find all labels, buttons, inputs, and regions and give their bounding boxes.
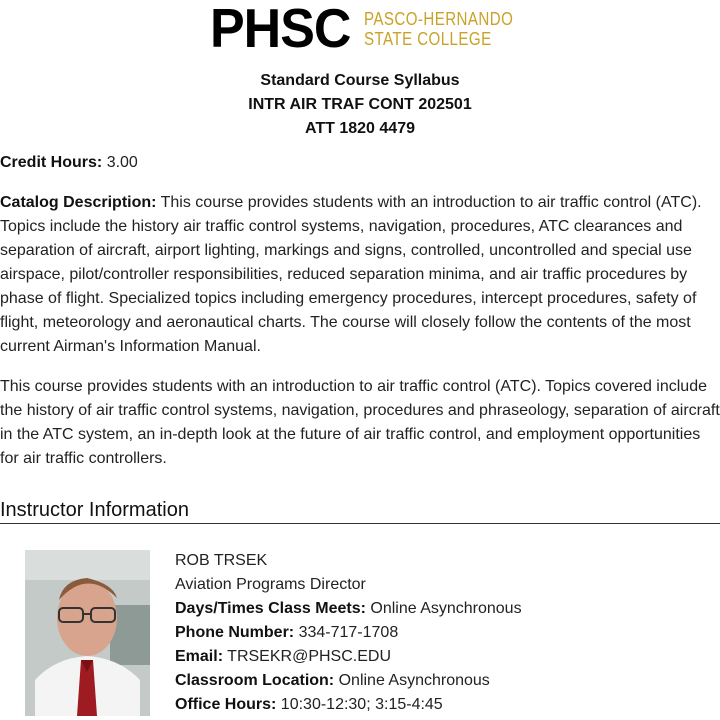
phone-label: Phone Number: xyxy=(175,624,295,641)
class-meeting-label: Days/Times Class Meets: xyxy=(175,600,366,617)
location-label: Classroom Location: xyxy=(175,672,335,689)
class-meeting-value: Online Asynchronous xyxy=(370,600,522,617)
credit-hours-value: 3.00 xyxy=(106,154,138,171)
doc-type-title: Standard Course Syllabus xyxy=(260,72,460,89)
instructor-details xyxy=(175,549,522,717)
catalog-description-text: This course provides students with an introduction to air traffic control (ATC). Topics include the history air traffic control systems, navigation, procedures, ATC clearances and separation of aircraft, airport lighting, markings and signs, controlled, uncontrolled and special use airspace, pilot/controller responsibilities, reduced separation minima, and air traffic procedures by phase of flight. Specialized topics including emergency procedures, intercept procedures, safety of flight, meteorology and aeronautical charts. The course will closely follow the contents of the most current Airman's Information Manual. xyxy=(0,194,702,355)
email xyxy=(175,645,522,669)
logo-line-1: PASCO-HERNANDO xyxy=(364,9,514,29)
office-hours-value: 10:30-12:30; 3:15-4:45 xyxy=(280,696,443,713)
phone-number xyxy=(175,621,522,645)
instructor-photo-image xyxy=(25,550,150,716)
logo-text xyxy=(364,9,513,49)
office-hours xyxy=(175,693,522,717)
course-name: INTR AIR TRAF CONT 202501 xyxy=(248,96,472,113)
phone-value: 334-717-1708 xyxy=(298,624,399,641)
class-meeting-times xyxy=(175,597,522,621)
classroom-location xyxy=(175,669,522,693)
syllabus-header xyxy=(0,69,720,141)
credit-hours-label: Credit Hours: xyxy=(0,154,103,171)
email-label: Email: xyxy=(175,648,224,665)
credit-hours xyxy=(0,151,720,175)
instructor-name: ROB TRSEK xyxy=(175,552,268,569)
instructor-section-title: Instructor Information xyxy=(0,499,189,521)
email-value: TRSEKR@PHSC.EDU xyxy=(227,648,391,665)
course-overview: This course provides students with an introduction to air traffic control (ATC). Topics covered include the history of air traffic control systems, navigation, procedures and phraseology, separation of aircraft in the ATC system, an in-depth look at the future of air traffic control, and employment opportunities for air traffic controllers. xyxy=(0,378,720,467)
catalog-description-label: Catalog Description: xyxy=(0,194,157,211)
instructor-photo xyxy=(25,550,150,716)
catalog-description xyxy=(0,191,720,359)
logo-mark: PHSC xyxy=(210,0,351,60)
logo-line-2: STATE COLLEGE xyxy=(364,29,493,49)
location-value: Online Asynchronous xyxy=(338,672,490,689)
course-code: ATT 1820 4479 xyxy=(305,120,415,137)
instructor-title: Aviation Programs Director xyxy=(175,576,366,593)
section-divider xyxy=(0,523,720,524)
college-logo xyxy=(210,0,514,60)
office-hours-label: Office Hours: xyxy=(175,696,277,713)
